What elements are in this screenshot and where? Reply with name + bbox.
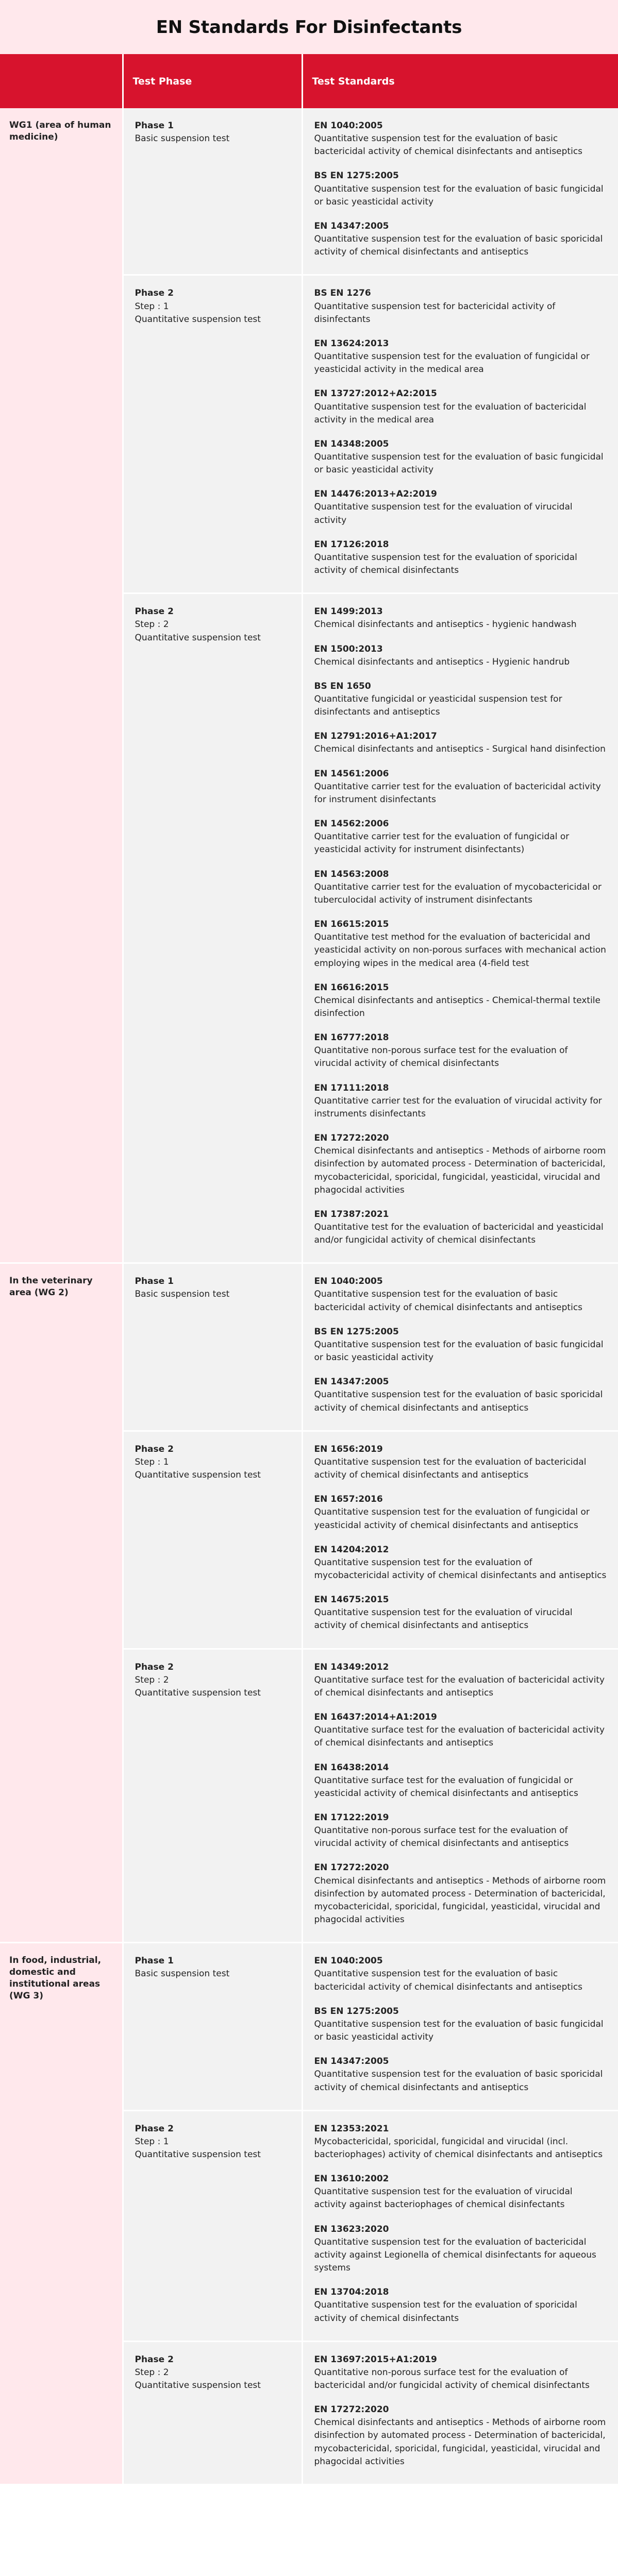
standard-code: EN 13704:2018	[314, 2287, 389, 2298]
phase-test-type: Basic suspension test	[135, 1289, 230, 1300]
standard-entry	[314, 1661, 607, 1700]
phase-step: Step : 2	[135, 2367, 169, 2378]
standard-description: Quantitative surface test for the evaluation of bactericidal activity of chemical disinfectants and antiseptics	[314, 1674, 605, 1698]
standard-description: Quantitative suspension test for the evaluation of sporicidal activity of chemical disinfectants	[314, 2300, 577, 2324]
standard-description: Quantitative suspension test for the evaluation of basic sporicidal activity of chemical disinfectants and antiseptics	[314, 1389, 603, 1413]
standard-code: EN 12791:2016+A1:2017	[314, 731, 437, 742]
standard-code: EN 14347:2005	[314, 2056, 389, 2067]
phase-cell	[123, 1649, 302, 1943]
standards-cell	[302, 1431, 618, 1649]
standard-description: Quantitative suspension test for bactericidal activity of disinfectants	[314, 301, 556, 325]
standard-entry	[314, 1861, 607, 1926]
standard-code: EN 1040:2005	[314, 1956, 383, 1967]
standard-description: Chemical disinfectants and antiseptics - Methods of airborne room disinfection by automated process - Determination of bactericidal, mycobactericidal, sporicidal, fungicidal, yeasticidal, virucidal and phagocidal activities	[314, 1146, 606, 1195]
standard-code: EN 13610:2002	[314, 2174, 389, 2184]
standard-description: Quantitative suspension test for the evaluation of basic fungicidal or basic yeasticidal activity	[314, 183, 604, 207]
standard-code: EN 14562:2006	[314, 819, 389, 829]
phase-test-type: Quantitative suspension test	[135, 2149, 261, 2160]
standard-code: EN 1040:2005	[314, 1276, 383, 1287]
standard-code: EN 14563:2008	[314, 869, 389, 879]
standard-entry	[314, 1208, 607, 1247]
standard-description: Quantitative test method for the evaluation of bactericidal and yeasticidal activity on non-porous surfaces with mechanical action employing wipes in the medical area (4-field test	[314, 932, 606, 969]
standard-code: EN 14476:2013+A2:2019	[314, 489, 437, 500]
phase-cell	[123, 1263, 302, 1431]
standards-cell	[302, 2341, 618, 2484]
standard-entry	[314, 680, 607, 719]
phase-cell	[123, 594, 302, 1263]
header-area	[0, 54, 123, 108]
standard-description: Quantitative suspension test for the evaluation of basic bactericidal activity of chemical disinfectants and antiseptics	[314, 1969, 583, 1992]
standard-code: EN 14675:2015	[314, 1595, 389, 1605]
standard-entry	[314, 1082, 607, 1121]
standard-description: Quantitative suspension test for the evaluation of fungicidal or yeasticidal activity of chemical disinfectants and antiseptics	[314, 1507, 590, 1531]
standard-description: Quantitative suspension test for the evaluation of bactericidal activity against Legionella of chemical disinfectants for aqueous systems	[314, 2236, 596, 2274]
phase-test-type: Quantitative suspension test	[135, 2380, 261, 2391]
standard-code: EN 13624:2013	[314, 338, 389, 349]
standard-entry	[314, 170, 607, 208]
standard-entry	[314, 438, 607, 477]
area-cell	[0, 1943, 123, 2485]
standard-code: BS EN 1276	[314, 288, 371, 299]
header-test-standards: Test Standards	[302, 54, 618, 108]
standards-cell	[302, 1943, 618, 2110]
standard-description: Quantitative surface test for the evaluation of fungicidal or yeasticidal activity of chemical disinfectants and antiseptics	[314, 1775, 578, 1799]
phase-step: Step : 1	[135, 2136, 169, 2147]
phase-test-type: Quantitative suspension test	[135, 632, 261, 643]
table-row	[0, 1943, 618, 2110]
standard-description: Quantitative suspension test for the evaluation of fungicidal or yeasticidal activity in the medical area	[314, 351, 590, 375]
standard-description: Chemical disinfectants and antiseptics - Surgical hand disinfection	[314, 744, 606, 755]
standard-entry	[314, 1594, 607, 1632]
standard-entry	[314, 1031, 607, 1070]
phase-title: Phase 2	[135, 1444, 174, 1454]
phase-cell	[123, 1431, 302, 1649]
standards-cell	[302, 2110, 618, 2341]
standard-description: Quantitative non-porous surface test for the evaluation of virucidal activity of chemical disinfectants	[314, 1045, 568, 1069]
area-cell	[0, 1263, 123, 1943]
standards-cell	[302, 594, 618, 1263]
standard-description: Quantitative suspension test for the evaluation of bactericidal activity of chemical disinfectants and antiseptics	[314, 1456, 587, 1481]
standard-entry	[314, 2005, 607, 2044]
page-title: EN Standards For Disinfectants	[156, 16, 462, 38]
standard-code: BS EN 1650	[314, 681, 371, 691]
standard-code: EN 16438:2014	[314, 1762, 389, 1773]
phase-test-type: Basic suspension test	[135, 133, 230, 144]
standard-description: Quantitative suspension test for the evaluation of virucidal activity against bacteriophages of chemical disinfectants	[314, 2187, 573, 2210]
area-label: In the veterinary area (WG 2)	[9, 1276, 93, 1298]
standard-entry	[314, 1544, 607, 1582]
phase-cell	[123, 2110, 302, 2341]
standard-description: Quantitative non-porous surface test for the evaluation of bactericidal and/or fungicidal activity of chemical disinfectants	[314, 2367, 590, 2391]
phase-title: Phase 2	[135, 2354, 174, 2365]
phase-title: Phase 2	[135, 606, 174, 617]
standard-description: Quantitative suspension test for the evaluation of basic bactericidal activity of chemical disinfectants and antiseptics	[314, 1289, 583, 1313]
standard-code: EN 17126:2018	[314, 539, 389, 550]
standard-description: Quantitative suspension test for the evaluation of basic fungicidal or basic yeasticidal activity	[314, 2019, 604, 2043]
standard-code: EN 14204:2012	[314, 1544, 389, 1555]
standard-entry	[314, 2123, 607, 2161]
standard-code: BS EN 1275:2005	[314, 2006, 399, 2016]
standard-description: Quantitative carrier test for the evaluation of mycobactericidal or tuberculocidal activity of instrument disinfectants	[314, 882, 602, 905]
standard-entry	[314, 1275, 607, 1314]
standard-description: Quantitative suspension test for the evaluation of virucidal activity	[314, 502, 573, 526]
standard-entry	[314, 538, 607, 577]
phase-test-type: Basic suspension test	[135, 1969, 230, 1979]
phase-title: Phase 1	[135, 121, 174, 131]
standard-description: Chemical disinfectants and antiseptics - Chemical-thermal textile disinfection	[314, 995, 600, 1019]
standard-entry	[314, 1955, 607, 1993]
standard-description: Chemical disinfectants and antiseptics - Methods of airborne room disinfection by automated process - Determination of bactericidal, mycobactericidal, sporicidal, fungicidal, yeasticidal, virucidal and phagocidal activities	[314, 1875, 606, 1925]
standard-description: Quantitative suspension test for the evaluation of basic bactericidal activity of chemical disinfectants and antiseptics	[314, 133, 583, 157]
standard-code: EN 12353:2021	[314, 2123, 389, 2134]
standard-code: EN 13623:2020	[314, 2224, 389, 2234]
standard-code: EN 16777:2018	[314, 1032, 389, 1043]
phase-step: Step : 1	[135, 1456, 169, 1467]
standard-entry	[314, 768, 607, 806]
phase-cell	[123, 108, 302, 275]
phase-test-type: Quantitative suspension test	[135, 1470, 261, 1481]
standard-code: EN 17111:2018	[314, 1082, 389, 1093]
standard-code: BS EN 1275:2005	[314, 171, 399, 181]
standard-entry	[314, 1711, 607, 1750]
area-label: WG1 (area of human medicine)	[9, 120, 111, 142]
standard-entry	[314, 387, 607, 426]
phase-title: Phase 1	[135, 1276, 174, 1287]
standard-code: EN 14561:2006	[314, 768, 389, 779]
standard-entry	[314, 1376, 607, 1414]
standard-code: EN 17122:2019	[314, 1812, 389, 1823]
standard-entry	[314, 2055, 607, 2094]
standard-description: Quantitative test for the evaluation of bactericidal and yeasticidal and/or fungicidal activity of chemical disinfectants	[314, 1222, 604, 1246]
phase-step: Step : 2	[135, 1674, 169, 1685]
standard-code: EN 17387:2021	[314, 1209, 389, 1219]
standard-description: Chemical disinfectants and antiseptics - Hygienic handrub	[314, 656, 570, 667]
standard-entry	[314, 2403, 607, 2468]
standard-entry	[314, 287, 607, 326]
table-header	[0, 54, 618, 108]
standard-entry	[314, 337, 607, 376]
standard-code: EN 1656:2019	[314, 1444, 383, 1454]
standard-entry	[314, 1132, 607, 1197]
standard-description: Quantitative suspension test for the evaluation of basic sporicidal activity of chemical disinfectants and antiseptics	[314, 2069, 603, 2093]
standard-code: EN 13697:2015+A1:2019	[314, 2354, 437, 2365]
standard-description: Mycobactericidal, sporicidal, fungicidal and virucidal (incl. bacteriophages) activity of chemical disinfectants and antiseptics	[314, 2136, 603, 2160]
standard-code: EN 1657:2016	[314, 1494, 383, 1505]
standard-entry	[314, 2353, 607, 2392]
standard-description: Quantitative suspension test for the evaluation of bactericidal activity in the medical area	[314, 401, 587, 425]
standard-description: Quantitative carrier test for the evaluation of virucidal activity for instruments disinfectants	[314, 1095, 602, 1119]
standard-entry	[314, 120, 607, 158]
standard-code: EN 13727:2012+A2:2015	[314, 388, 437, 399]
standard-entry	[314, 488, 607, 527]
phase-test-type: Quantitative suspension test	[135, 314, 261, 325]
standard-description: Quantitative suspension test for the evaluation of sporicidal activity of chemical disinfectants	[314, 552, 577, 576]
area-cell	[0, 108, 123, 1263]
standard-entry	[314, 2223, 607, 2275]
standard-entry	[314, 220, 607, 259]
standard-description: Quantitative suspension test for the evaluation of basic sporicidal activity of chemical disinfectants and antiseptics	[314, 234, 603, 258]
standards-cell	[302, 1263, 618, 1431]
standard-description: Chemical disinfectants and antiseptics - hygienic handwash	[314, 619, 577, 630]
standard-code: EN 14347:2005	[314, 221, 389, 231]
standards-cell	[302, 1649, 618, 1943]
standard-description: Quantitative suspension test for the evaluation of mycobactericidal activity of chemical disinfectants and antiseptics	[314, 1557, 607, 1581]
phase-title: Phase 2	[135, 1662, 174, 1672]
standard-code: EN 16615:2015	[314, 919, 389, 930]
standard-code: EN 17272:2020	[314, 1133, 389, 1144]
standard-entry	[314, 1493, 607, 1532]
phase-test-type: Quantitative suspension test	[135, 1687, 261, 1698]
standard-entry	[314, 643, 607, 669]
standard-entry	[314, 868, 607, 907]
standard-entry	[314, 2286, 607, 2325]
standard-code: EN 14349:2012	[314, 1662, 389, 1672]
standard-entry	[314, 1811, 607, 1850]
page-header	[0, 0, 618, 54]
standard-description: Quantitative suspension test for the evaluation of basic fungicidal or basic yeasticidal activity	[314, 451, 604, 476]
phase-title: Phase 2	[135, 2123, 174, 2134]
standard-code: EN 16437:2014+A1:2019	[314, 1712, 437, 1723]
standard-code: BS EN 1275:2005	[314, 1326, 399, 1337]
standard-code: EN 14348:2005	[314, 438, 389, 449]
table-body	[0, 108, 618, 2484]
standard-entry	[314, 1443, 607, 1482]
standard-entry	[314, 818, 607, 856]
standard-description: Quantitative carrier test for the evaluation of fungicidal or yeasticidal activity for instrument disinfectants)	[314, 832, 570, 855]
phase-cell	[123, 275, 302, 594]
phase-step: Step : 1	[135, 301, 169, 312]
phase-step: Step : 2	[135, 619, 169, 630]
standards-cell	[302, 108, 618, 275]
standard-entry	[314, 1761, 607, 1800]
standard-code: EN 16616:2015	[314, 982, 389, 993]
phase-title: Phase 1	[135, 1956, 174, 1967]
standard-code: EN 17272:2020	[314, 1862, 389, 1873]
table-row	[0, 108, 618, 275]
standards-table	[0, 54, 618, 2485]
standard-code: EN 17272:2020	[314, 2404, 389, 2415]
phase-title: Phase 2	[135, 288, 174, 299]
standard-description: Quantitative non-porous surface test for the evaluation of virucidal activity of chemical disinfectants and antiseptics	[314, 1825, 569, 1849]
standard-description: Quantitative fungicidal or yeasticidal suspension test for disinfectants and antiseptics	[314, 694, 562, 718]
standards-cell	[302, 275, 618, 594]
header-test-phase: Test Phase	[123, 54, 302, 108]
standard-entry	[314, 2173, 607, 2211]
standard-entry	[314, 918, 607, 970]
area-label: In food, industrial, domestic and institutional areas (WG 3)	[9, 1955, 102, 2002]
standard-code: EN 1500:2013	[314, 643, 383, 654]
table-row	[0, 1263, 618, 1431]
standard-code: EN 1040:2005	[314, 121, 383, 131]
standard-description: Quantitative surface test for the evaluation of bactericidal activity of chemical disinfectants and antiseptics	[314, 1725, 605, 1749]
standard-entry	[314, 981, 607, 1020]
standard-code: EN 1499:2013	[314, 606, 383, 617]
standard-entry	[314, 730, 607, 756]
standard-description: Quantitative carrier test for the evaluation of bactericidal activity for instrument disinfectants	[314, 781, 601, 805]
standard-description: Quantitative suspension test for the evaluation of virucidal activity of chemical disinfectants and antiseptics	[314, 1607, 573, 1631]
standard-description: Quantitative suspension test for the evaluation of basic fungicidal or basic yeasticidal activity	[314, 1339, 604, 1363]
standard-entry	[314, 605, 607, 631]
phase-cell	[123, 2341, 302, 2484]
phase-cell	[123, 1943, 302, 2110]
standard-description: Chemical disinfectants and antiseptics - Methods of airborne room disinfection by automated process - Determination of bactericidal, mycobactericidal, sporicidal, fungicidal, yeasticidal, virucidal and phagocidal activities	[314, 2417, 606, 2467]
standard-code: EN 14347:2005	[314, 1377, 389, 1387]
standard-entry	[314, 1326, 607, 1364]
